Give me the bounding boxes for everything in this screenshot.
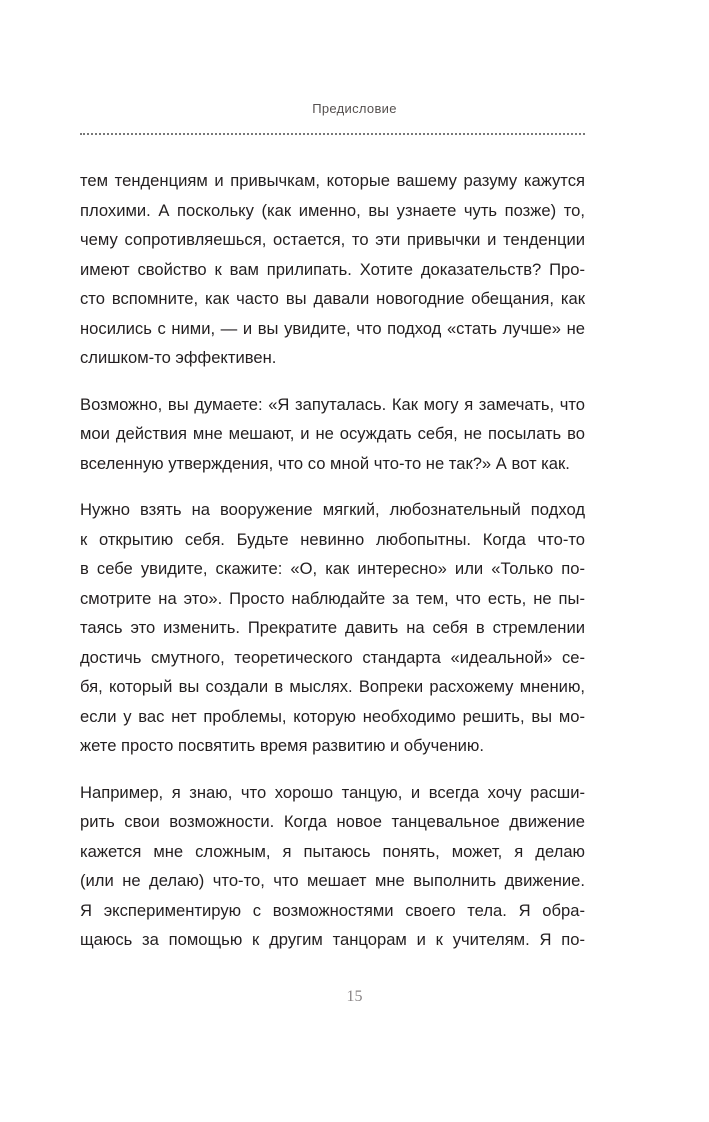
text-line: мои действия мне мешают, и не осуждать себя, не посылать во [80, 424, 585, 443]
paragraph-2 [80, 390, 585, 479]
text-line: Нужно взять на вооружение мягкий, любознательный подход [80, 500, 585, 519]
text-line: таясь это изменить. Прекратите давить на себя в стремлении [80, 618, 585, 637]
text-line: кажется мне сложным, я пытаюсь понять, может, я делаю [80, 841, 585, 861]
text-line: щаюсь за помощью к другим танцорам и к учителям. Я по- [80, 930, 585, 949]
text-line: достичь смутного, теоретического стандарта «идеальной» се- [80, 647, 585, 667]
paragraph-1 [80, 166, 585, 373]
text-line: жете просто посвятить время развитию и обучению. [80, 736, 484, 755]
text-line: к открытию себя. Будьте невинно любопытны. Когда что-то [80, 529, 585, 549]
text-line: бя, который вы создали в мыслях. Вопреки расхожему мнению, [80, 677, 585, 696]
header-dotted-rule [80, 133, 585, 135]
text-line: Например, я знаю, что хорошо танцую, и всегда хочу расши- [80, 782, 585, 802]
paragraph-4 [80, 778, 585, 955]
text-line: смотрите на это». Просто наблюдайте за тем, что есть, не пы- [80, 588, 585, 608]
text-line: Я экспериментирую с возможностями своего тела. Я обра- [80, 900, 585, 920]
text-line: тем тенденциям и привычкам, которые вашему разуму кажутся [80, 171, 585, 190]
running-head: Предисловие [312, 101, 397, 116]
text-line: сто вспомните, как часто вы давали новогодние обещания, как [80, 289, 585, 308]
text-line: носились с ними, — и вы увидите, что подход «стать лучше» не [80, 318, 585, 338]
text-line: слишком-то эффективен. [80, 348, 277, 367]
text-line: Возможно, вы думаете: «Я запуталась. Как могу я замечать, что [80, 394, 585, 414]
page-number: 15 [346, 988, 363, 1005]
text-line: (или не делаю) что-то, что мешает мне выполнить движение. [80, 871, 585, 890]
text-line: чему сопротивляешься, остается, то эти привычки и тенденции [80, 230, 585, 249]
text-line: если у вас нет проблемы, которую необходимо решить, вы мо- [80, 706, 585, 726]
paragraph-3 [80, 495, 585, 761]
text-line: рить свои возможности. Когда новое танцевальное движение [80, 812, 585, 831]
text-line: в себе увидите, скажите: «О, как интересно» или «Только по- [80, 559, 585, 578]
text-line: имеют свойство к вам прилипать. Хотите доказательств? Про- [80, 259, 585, 279]
body-text [80, 166, 585, 972]
text-line: плохими. А поскольку (как именно, вы узнаете чуть позже) то, [80, 200, 585, 220]
text-line: вселенную утверждения, что со мной что-то не так?» А вот как. [80, 453, 570, 473]
